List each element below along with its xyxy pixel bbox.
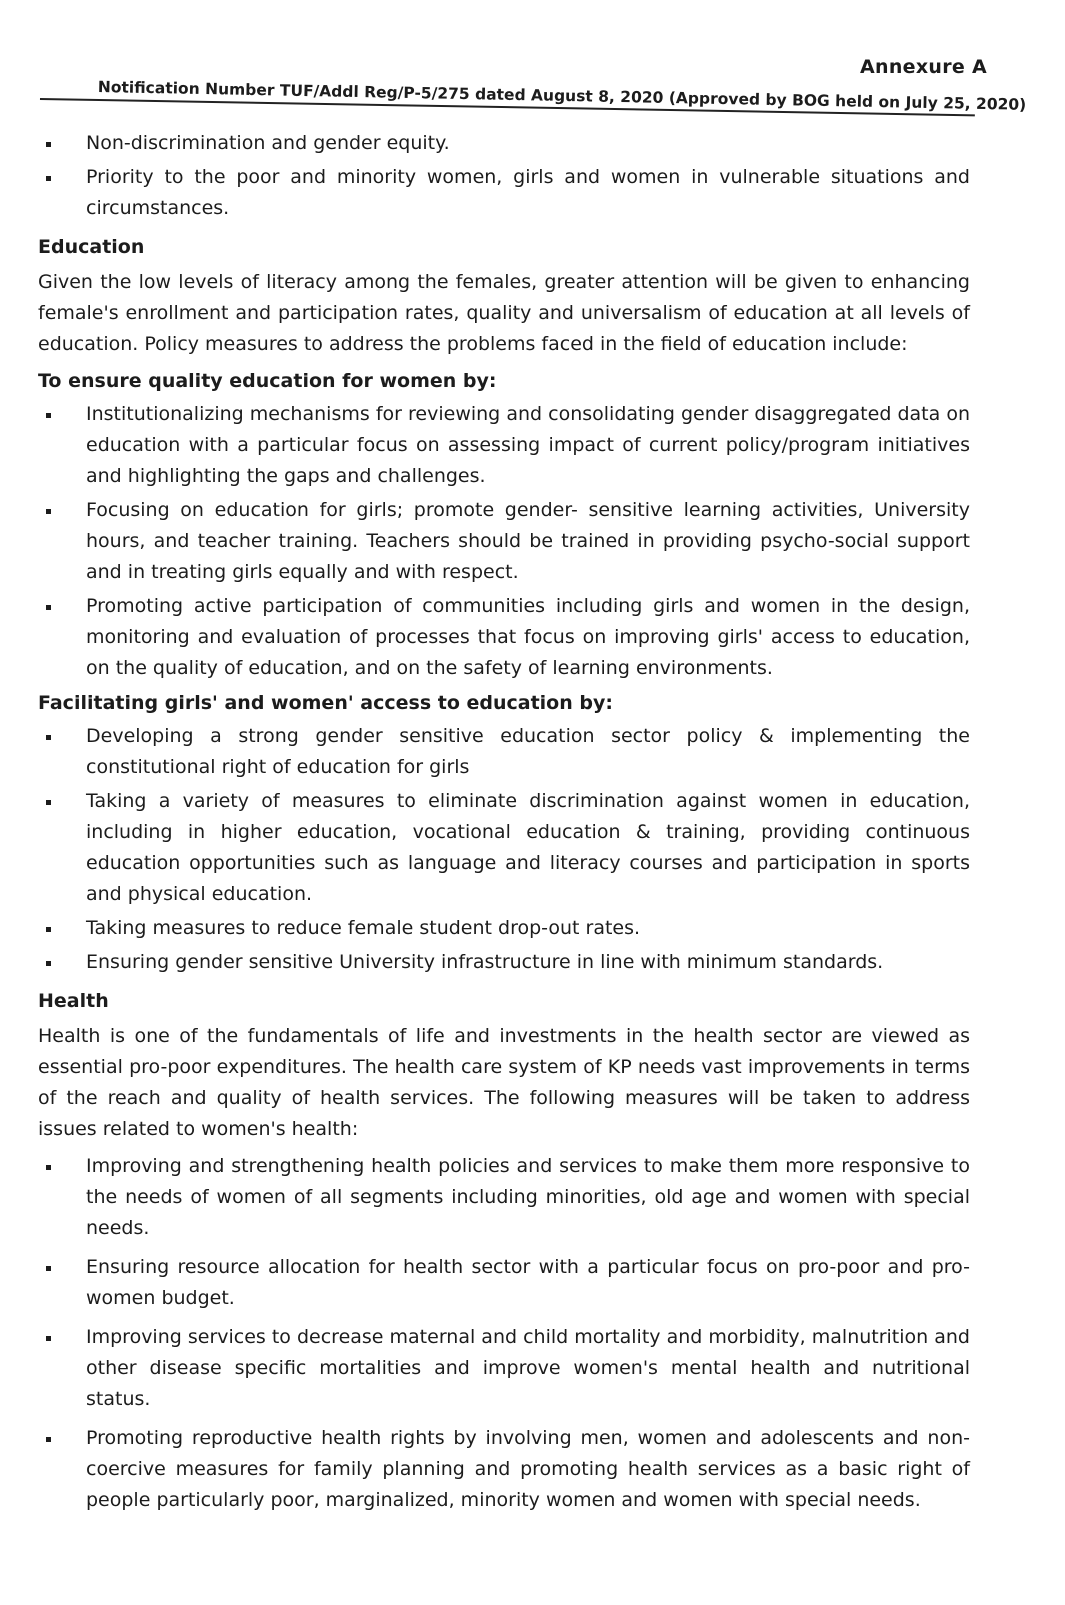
list-item: Taking a variety of measures to eliminate discrimination against women in education, including in higher education, vocational education & training, providing continuous education opportunities such as language and literacy courses and participation in sports and physical education. <box>38 786 970 910</box>
quality-education-list <box>38 399 970 684</box>
list-item: Developing a strong gender sensitive education sector policy & implementing the constitutional right of education for girls <box>38 721 970 783</box>
list-item: Ensuring gender sensitive University infrastructure in line with minimum standards. <box>38 947 970 978</box>
list-item: Taking measures to reduce female student drop-out rates. <box>38 913 970 944</box>
list-item: Promoting active participation of communities including girls and women in the design, monitoring and evaluation of processes that focus on improving girls' access to education, on the quality of education, and on the safety of learning environments. <box>38 591 970 684</box>
intro-bullet-list <box>38 128 970 224</box>
list-item: Focusing on education for girls; promote gender- sensitive learning activities, University hours, and teacher training. Teachers should be trained in providing psycho-social support and in treating girls equally and with respect. <box>38 495 970 588</box>
health-paragraph: Health is one of the fundamentals of life and investments in the health sector are viewed as essential pro-poor expenditures. The health care system of KP needs vast improvements in terms of the reach and quality of health services. The following measures will be taken to address issues related to women's health: <box>38 1025 970 1140</box>
access-education-heading: Facilitating girls' and women' access to education by: <box>38 692 613 714</box>
education-paragraph: Given the low levels of literacy among the females, greater attention will be given to enhancing female's enrollment and participation rates, quality and universalism of education at all levels of education. Policy measures to address the problems faced in the field of education include: <box>38 271 970 355</box>
list-item: Ensuring resource allocation for health sector with a particular focus on pro-poor and pro-women budget. <box>38 1252 970 1314</box>
education-heading: Education <box>38 236 145 258</box>
quality-education-heading: To ensure quality education for women by: <box>38 370 497 392</box>
health-measures-list <box>38 1151 970 1516</box>
health-section <box>38 986 970 1516</box>
list-item: Priority to the poor and minority women, girls and women in vulnerable situations and circumstances. <box>38 162 970 224</box>
access-education-list <box>38 721 970 978</box>
document-body <box>38 128 970 1524</box>
list-item: Improving services to decrease maternal and child mortality and morbidity, malnutrition and other disease specific mortalities and improve women's mental health and nutritional status. <box>38 1322 970 1415</box>
list-item: Improving and strengthening health policies and services to make them more responsive to the needs of women of all segments including minorities, old age and women with special needs. <box>38 1151 970 1244</box>
notification-line: Notification Number TUF/Addl Reg/P-5/275 dated August 8, 2020 (Approved by BOG held on July 25, 2020) <box>97 78 1027 114</box>
list-item: Promoting reproductive health rights by involving men, women and adolescents and non-coercive measures for family planning and promoting health services as a basic right of people particularly poor, marginalized, minority women and women with special needs. <box>38 1423 970 1516</box>
annexure-label: Annexure A <box>860 56 988 78</box>
list-item: Institutionalizing mechanisms for reviewing and consolidating gender disaggregated data on education with a particular focus on assessing impact of current policy/program initiatives and highlighting the gaps and challenges. <box>38 399 970 492</box>
health-heading: Health <box>38 990 109 1012</box>
list-item: Non-discrimination and gender equity. <box>38 128 970 159</box>
